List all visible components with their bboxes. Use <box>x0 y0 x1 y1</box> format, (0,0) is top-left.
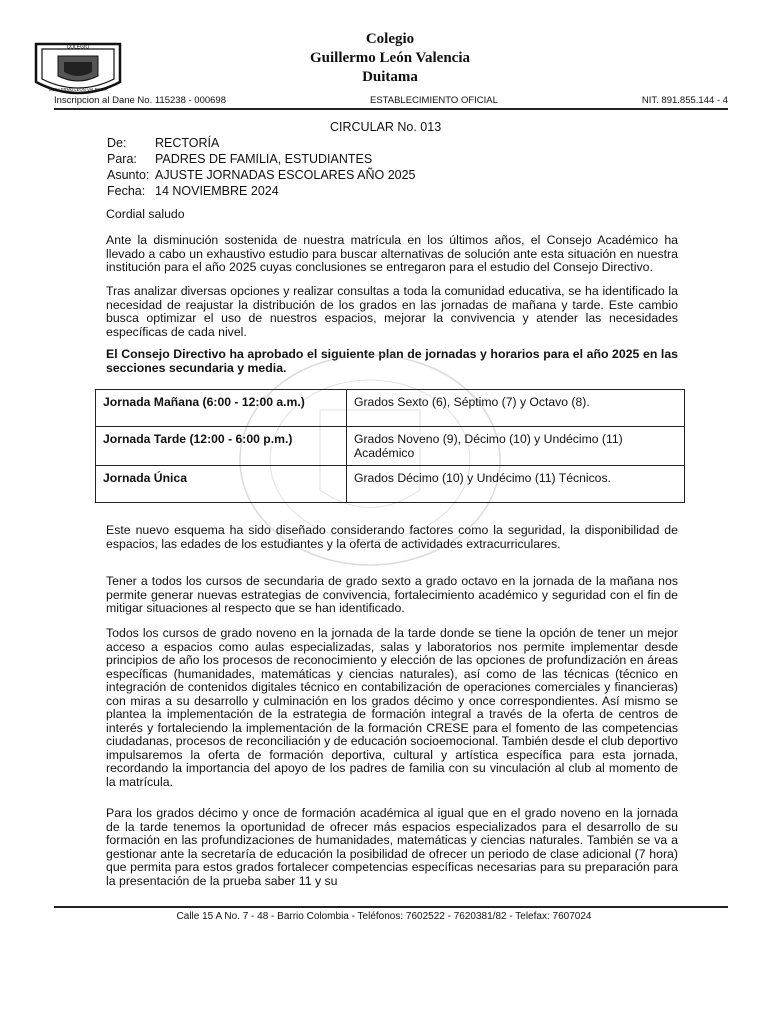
seal-bottom-text: GUILLERMO LEÓN VALENCIA <box>48 87 108 92</box>
meta-value: RECTORÍA <box>155 136 220 150</box>
meta-value: AJUSTE JORNADAS ESCOLARES AÑO 2025 <box>155 168 416 182</box>
dane-inscription: Inscripcion al Dane No. 115238 - 000698 <box>54 95 226 106</box>
footer-divider <box>54 906 728 908</box>
meta-row-to <box>107 151 416 167</box>
jornada-name: Jornada Tarde (12:00 - 6:00 p.m.) <box>96 427 347 466</box>
schedule-table <box>95 389 685 503</box>
schedule-row-tarde <box>96 427 685 466</box>
jornada-grados: Grados Décimo (10) y Undécimo (11) Técnicos. <box>347 466 685 503</box>
meta-key: Para: <box>107 152 137 166</box>
jornada-name: Jornada Mañana (6:00 - 12:00 a.m.) <box>96 390 347 427</box>
intro-paragraph-1: Ante la disminución sostenida de nuestra matrícula en los últimos años, el Consejo Académico ha llevado a cabo un exhaustivo estudio para buscar alternativas de solución ante esta situación en nuestra institución para el año 2025 cuyas conclusiones se entregaron para el estudio del Consejo Directivo. <box>106 233 678 274</box>
nit-number: NIT. 891.855.144 - 4 <box>641 95 728 106</box>
meta-row-from <box>107 135 416 151</box>
establishment-type: ESTABLECIMIENTO OFICIAL <box>369 95 498 106</box>
footer-address: Calle 15 A No. 7 - 48 - Barrio Colombia - Teléfonos: 7602522 - 7620381/82 - Telefax: 7607024 <box>176 911 592 922</box>
meta-key: Fecha: <box>107 184 146 198</box>
jornada-name: Jornada Única <box>96 466 347 503</box>
intro-paragraph-2: Tras analizar diversas opciones y realizar consultas a toda la comunidad educativa, se ha identificado la necesidad de reajustar la distribución de los grados en las jornadas de mañana y tarde. Este cambio busca optimizar el uso de nuestros espacios, mejorar la convivencia y atender las necesidades específicas de cada nivel. <box>106 284 678 339</box>
title-line-name: Guillermo León Valencia <box>309 50 470 66</box>
title-line-colegio: Colegio <box>365 31 415 47</box>
circular-meta <box>107 135 416 199</box>
registration-line <box>54 95 728 106</box>
circular-number: CIRCULAR No. 013 <box>330 120 442 134</box>
paragraph-decimo: Para los grados décimo y once de formación académica al igual que en el grado noveno en la jornada de la tarde tenemos la oportunidad de ofrecer más espacios especializados para el desarrollo de su formación en las profundizaciones de humanidades, matemáticas y ciencias naturales. También se va a gestionar ante la secretaría de educación la posibilidad de ofrecer un periodo de clase adicional (7 hora) que permita para estos grados fortalecer competencias específicas necesarias para su preparación para la presentación de la prueba saber 11 y su <box>106 806 678 888</box>
meta-value: PADRES DE FAMILIA, ESTUDIANTES <box>155 152 373 166</box>
seal-top-text: COLEGIO <box>66 44 90 51</box>
schedule-row-unica <box>96 466 685 503</box>
jornada-grados: Grados Noveno (9), Décimo (10) y Undécimo (11) Académico <box>347 427 685 466</box>
meta-key: De: <box>107 136 127 150</box>
paragraph-manana: Tener a todos los cursos de secundaria de grado sexto a grado octavo en la jornada de la mañana nos permite generar nuevas estrategias de convivencia, fortalecimiento académico y seguridad con el fin de mitigar situaciones al respecto que se han identificado. <box>106 574 678 615</box>
meta-row-subject <box>107 167 416 183</box>
greeting: Cordial saludo <box>106 207 185 221</box>
plan-statement: El Consejo Directivo ha aprobado el siguiente plan de jornadas y horarios para el año 2025 en las secciones secundaria y media. <box>106 347 678 375</box>
title-line-city: Duitama <box>362 69 418 85</box>
header-divider <box>54 108 728 110</box>
school-title <box>200 30 580 87</box>
paragraph-noveno: Todos los cursos de grado noveno en la jornada de la tarde donde se tiene la opción de tener un mejor acceso a espacios como aulas especializadas, salas y laboratorios nos permite implementar desde principios de año los procesos de reconocimiento y elección de las opciones de profundización en áreas específicas (humanidades, matemáticas y ciencias naturales), así como de las técnicas (técnico en integración de contenidos digitales técnico en contabilización de operaciones comerciales y financieras) con miras a su desarrollo y culminación en los grados décimo y once correspondientes. Así mismo se plantea la implementación de la estrategia de formación integral a través de la oferta de centros de interés y fortaleciendo la implementación de la formación CRESE para el fomento de las competencias ciudadanas, procesos de reconciliación y de educación socioemocional. También desde el club deportivo impulsaremos la oferta de formación deportiva, cultural y artística específica para esta jornada, recordando la importancia del apoyo de los padres de familia con su vinculación al club al momento de la matrícula. <box>106 626 678 789</box>
schedule-row-manana <box>96 390 685 427</box>
jornada-grados: Grados Sexto (6), Séptimo (7) y Octavo (8). <box>347 390 685 427</box>
paragraph-esquema: Este nuevo esquema ha sido diseñado considerando factores como la seguridad, la disponibilidad de espacios, las edades de los estudiantes y la oferta de actividades extracurriculares. <box>106 523 678 551</box>
meta-row-date <box>107 183 416 199</box>
meta-value: 14 NOVIEMBRE 2024 <box>155 184 279 198</box>
meta-key: Asunto: <box>107 168 150 182</box>
